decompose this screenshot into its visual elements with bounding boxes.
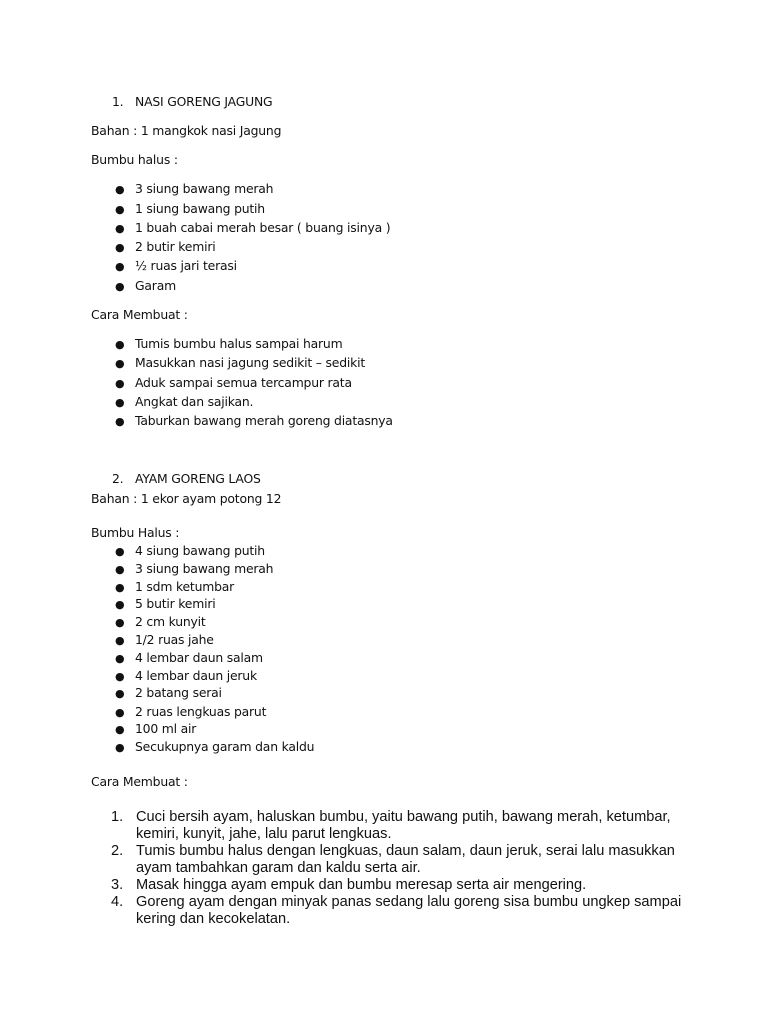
bullet-icon: ● bbox=[115, 670, 125, 683]
recipe-1-cara-label: Cara Membuat : bbox=[91, 307, 188, 322]
bullet-icon: ● bbox=[115, 377, 125, 390]
recipe-2-number: 2. bbox=[112, 471, 124, 486]
bullet-icon: ● bbox=[115, 241, 125, 254]
list-item: ● 4 lembar daun jeruk bbox=[115, 668, 257, 683]
recipe-1-bumbu-label: Bumbu halus : bbox=[91, 152, 178, 167]
list-item: ● 2 butir kemiri bbox=[115, 239, 216, 254]
bullet-icon: ● bbox=[115, 280, 125, 293]
list-item: 4. Goreng ayam dengan minyak panas sedang lalu goreng sisa bumbu ungkep sampai kering dan kecokelatan. bbox=[111, 894, 682, 927]
list-item: ● Taburkan bawang merah goreng diatasnya bbox=[115, 413, 393, 428]
list-item: ● Angkat dan sajikan. bbox=[115, 394, 254, 409]
list-item: ● Secukupnya garam dan kaldu bbox=[115, 739, 315, 754]
bullet-icon: ● bbox=[115, 222, 125, 235]
bullet-icon: ● bbox=[115, 741, 125, 754]
recipe-1-bahan: Bahan : 1 mangkok nasi Jagung bbox=[91, 123, 282, 138]
recipe-2-cara-label: Cara Membuat : bbox=[91, 774, 188, 789]
recipe-2-heading bbox=[112, 471, 261, 487]
recipe-1-heading bbox=[112, 94, 272, 110]
recipe-1-title: NASI GORENG JAGUNG bbox=[135, 94, 273, 109]
list-item: ● Aduk sampai semua tercampur rata bbox=[115, 375, 352, 390]
list-item: ● Masukkan nasi jagung sedikit – sedikit bbox=[115, 355, 366, 370]
list-item: ● 2 batang serai bbox=[115, 685, 222, 700]
list-item: ● Garam bbox=[115, 278, 176, 293]
recipe-2-bahan: Bahan : 1 ekor ayam potong 12 bbox=[91, 491, 282, 506]
bullet-icon: ● bbox=[115, 598, 125, 611]
recipe-1-number: 1. bbox=[112, 94, 124, 109]
bullet-icon: ● bbox=[115, 415, 125, 428]
recipe-2-title: AYAM GORENG LAOS bbox=[135, 471, 261, 486]
recipe-2-bumbu-label: Bumbu Halus : bbox=[91, 525, 180, 540]
bullet-icon: ● bbox=[115, 581, 125, 594]
list-item: ● 1 siung bawang putih bbox=[115, 201, 265, 216]
list-item: ● 2 cm kunyit bbox=[115, 614, 206, 629]
list-item: ● 1 sdm ketumbar bbox=[115, 579, 235, 594]
list-item: 3. Masak hingga ayam empuk dan bumbu meresap serta air mengering. bbox=[111, 877, 587, 893]
list-item: ● 5 butir kemiri bbox=[115, 596, 216, 611]
list-item: ● 3 siung bawang merah bbox=[115, 561, 274, 576]
bullet-icon: ● bbox=[115, 396, 125, 409]
list-item: 2. Tumis bumbu halus dengan lengkuas, daun salam, daun jeruk, serai lalu masukkan ayam tambahkan garam dan kaldu serta air. bbox=[111, 843, 675, 876]
list-item: ● 1 buah cabai merah besar ( buang isinya ) bbox=[115, 220, 391, 235]
bullet-icon: ● bbox=[115, 706, 125, 719]
list-item: ● 3 siung bawang merah bbox=[115, 181, 274, 196]
list-item: ● 100 ml air bbox=[115, 721, 197, 736]
list-item: 1. Cuci bersih ayam, haluskan bumbu, yaitu bawang putih, bawang merah, ketumbar, kemiri, kunyit, jahe, lalu parut lengkuas. bbox=[111, 809, 671, 842]
list-item: ● 4 lembar daun salam bbox=[115, 650, 263, 665]
bullet-icon: ● bbox=[115, 545, 125, 558]
bullet-icon: ● bbox=[115, 357, 125, 370]
bullet-icon: ● bbox=[115, 616, 125, 629]
bullet-icon: ● bbox=[115, 260, 125, 273]
bullet-icon: ● bbox=[115, 203, 125, 216]
bullet-icon: ● bbox=[115, 652, 125, 665]
bullet-icon: ● bbox=[115, 723, 125, 736]
list-item: ● Tumis bumbu halus sampai harum bbox=[115, 336, 343, 351]
bullet-icon: ● bbox=[115, 634, 125, 647]
list-item: ● 1/2 ruas jahe bbox=[115, 632, 214, 647]
bullet-icon: ● bbox=[115, 183, 125, 196]
bullet-icon: ● bbox=[115, 687, 125, 700]
bullet-icon: ● bbox=[115, 338, 125, 351]
list-item: ● 2 ruas lengkuas parut bbox=[115, 704, 267, 719]
list-item: ● ½ ruas jari terasi bbox=[115, 258, 237, 273]
bullet-icon: ● bbox=[115, 563, 125, 576]
list-item: ● 4 siung bawang putih bbox=[115, 543, 265, 558]
